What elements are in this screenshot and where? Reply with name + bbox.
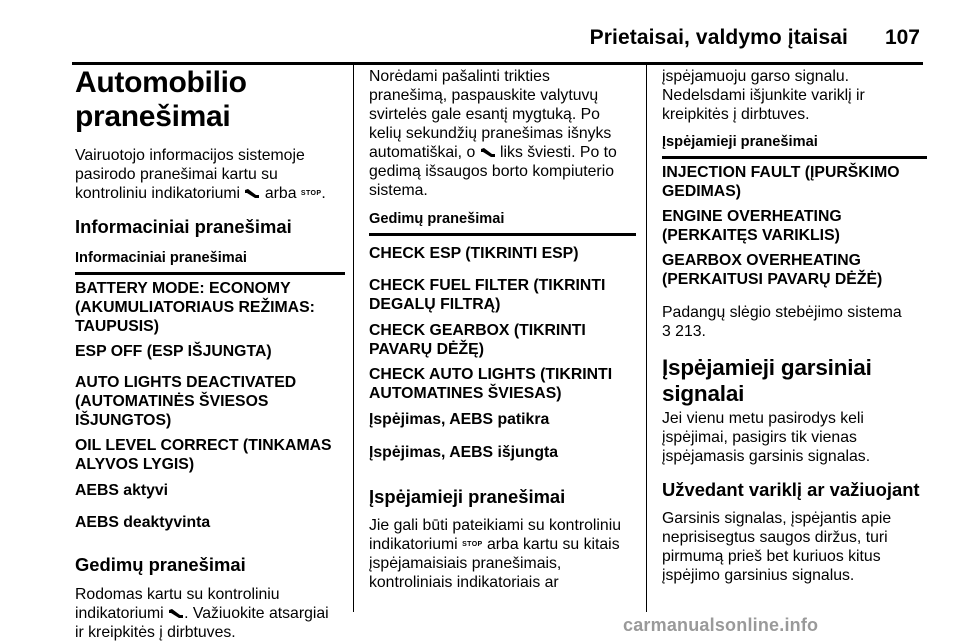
message-item: CHECK AUTO LIGHTS (TIKRINTI AUTOMATINES ŠVIESAS): [369, 366, 613, 402]
page-header: [0, 22, 960, 62]
message-item: CHECK GEARBOX (TIKRINTI PAVARŲ DĖŽĘ): [369, 322, 586, 358]
message-item: ESP OFF (ESP IŠJUNGTA): [75, 343, 272, 360]
table-heading: Gedimų pranešimai: [369, 211, 505, 227]
table-rule: [662, 156, 927, 159]
body-paragraph: įspėjamuoju garso signalu. Nedelsdami išjunkite variklį ir kreipkitės į dirbtuves.: [662, 68, 865, 123]
message-item: GEARBOX OVERHEATING (PERKAITUSI PAVARŲ DĖŽĖ): [662, 252, 883, 288]
message-item: AEBS aktyvi: [75, 482, 169, 499]
message-item: AUTO LIGHTS DEACTIVATED (AUTOMATINĖS ŠVIESOS IŠJUNGTOS): [75, 374, 297, 429]
column-1: [75, 64, 345, 642]
wrench-icon: [480, 147, 496, 158]
intro-paragraph: Vairuotojo informacijos sistemoje pasirodo pranešimai kartu su kontroliniu indikatoriumi arba STOP.: [75, 147, 326, 202]
stop-icon: STOP: [462, 540, 483, 548]
body-paragraph: Jie gali būti pateikiami su kontroliniu indikatoriumi STOP arba kartu su kitais įspėjamaisiais pranešimais, kontroliniais indikatoriais ar: [369, 517, 622, 591]
watermark: carmanualsonline.info: [623, 615, 819, 635]
section-title: Automobilio pranešimai: [75, 66, 247, 133]
message-item: CHECK FUEL FILTER (TIKRINTI DEGALŲ FILTRĄ): [369, 277, 606, 313]
subsection-heading: Gedimų pranešimai: [75, 554, 246, 575]
stop-icon: STOP: [300, 189, 322, 197]
body-paragraph: Garsinis signalas, įspėjantis apie neprisisegtus saugos diržus, turi pirmumą prieš bet kuriuos kitus įspėjimo garsinius signalus.: [662, 510, 892, 584]
subsection-heading: Užvedant variklį ar važiuojant: [662, 479, 920, 500]
message-item: Įspėjimas, AEBS išjungta: [369, 444, 559, 461]
subsection-heading: Įspėjamieji pranešimai: [369, 486, 566, 507]
column-3: [662, 64, 927, 585]
column-divider: [646, 64, 647, 612]
body-paragraph: Norėdami pašalinti trikties pranešimą, paspauskite valytuvų svirtelės gale esantį mygtuką. Po kelių sekundžių pranešimas išnyks automatiškai, o liks šviesti. Po to gedimą išsaugos borto kompiuterio sistema.: [369, 68, 617, 199]
message-item: INJECTION FAULT (ĮPURŠKIMO GEDIMAS): [662, 164, 900, 200]
header-title: Prietaisai, valdymo įtaisai: [589, 26, 848, 49]
message-item: AEBS deaktyvinta: [75, 514, 211, 531]
wrench-icon: [244, 188, 260, 199]
subsection-heading: Informaciniai pranešimai: [75, 216, 292, 237]
table-rule: [369, 233, 636, 236]
body-paragraph: Jei vienu metu pasirodys keli įspėjimai, pasigirs tik vienas įspėjamasis garsinis signalas.: [662, 410, 871, 465]
fault-paragraph: Rodomas kartu su kontroliniu indikatoriumi . Važiuokite atsargiai ir kreipkitės į dirbtuves.: [75, 586, 329, 641]
message-item: OIL LEVEL CORRECT (TINKAMAS ALYVOS LYGIS): [75, 437, 332, 473]
message-item: BATTERY MODE: ECONOMY (AKUMULIATORIAUS REŽIMAS: TAUPUSIS): [75, 280, 315, 335]
message-item: CHECK ESP (TIKRINTI ESP): [369, 245, 579, 262]
tpms-reference: Padangų slėgio stebėjimo sistema 3 213.: [662, 304, 902, 340]
page-number: 107: [884, 26, 920, 49]
message-item: Įspėjimas, AEBS patikra: [369, 411, 550, 428]
table-heading: Informaciniai pranešimai: [75, 250, 247, 266]
section-heading: Įspėjamieji garsiniai signalai: [662, 355, 872, 406]
wrench-icon: [168, 608, 184, 619]
message-item: ENGINE OVERHEATING (PERKAITĘS VARIKLIS): [662, 208, 842, 244]
page-reference-link[interactable]: 3 213.: [662, 323, 706, 340]
column-divider: [353, 64, 354, 612]
table-rule: [75, 272, 345, 275]
column-2: [369, 64, 636, 592]
table-heading: Įspėjamieji pranešimai: [662, 134, 818, 150]
